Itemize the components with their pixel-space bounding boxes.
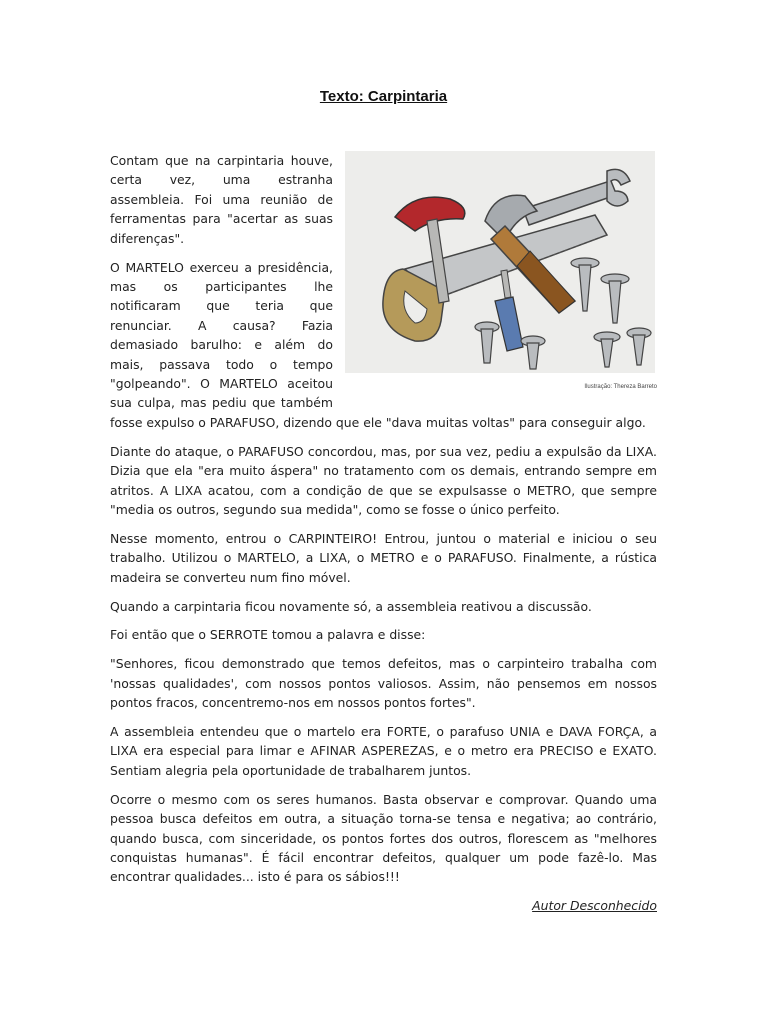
paragraph: Diante do ataque, o PARAFUSO concordou, mas, por sua vez, pediu a expulsão da LIXA. Dizia que ela "era muito áspera" no tratamento com os demais, entrando sempre em atritos. A LIXA acatou, com a condição de que se expulsasse o METRO, que sempre "media os outros, segundo sua medida", como se fosse o único perfeito. <box>110 443 657 517</box>
paragraph: "Senhores, ficou demonstrado que temos defeitos, mas o carpinteiro trabalha com 'nossas qualidades', com nossos pontos valiosos. Assim, não pensemos em nossos pontos fracos, concentremo-nos em nossos pontos fortes". <box>110 656 657 711</box>
paragraph: Ocorre o mesmo com os seres humanos. Basta observar e comprovar. Quando uma pessoa busca defeitos em outra, a situação torna-se tensa e negativa; ao contrário, quando busca, com sinceridade, os pontos fortes dos outros, florescem as "melhores conquistas humanas". É fácil encontrar defeitos, qualquer um pode fazê-lo. Mas encontrar qualidades... isto é para os sábios!!! <box>110 791 657 885</box>
image-caption: Ilustração: Thereza Barreto <box>584 384 657 390</box>
document-title: Texto: Carpintaria <box>319 88 448 105</box>
paragraph: A assembleia entendeu que o martelo era FORTE, o parafuso UNIA e DAVA FORÇA, a LIXA era especial para limar e AFINAR ASPEREZAS, e o metro era PRECISO e EXATO. Sentiam alegria pela oportunidade de trabalharem juntos. <box>110 724 657 778</box>
paragraph: Contam que na carpintaria houve, certa vez, uma estranha assembleia. Foi uma reunião de ferramentas para "acertar as suas diferenças". <box>110 153 333 246</box>
tools-illustration <box>345 151 657 392</box>
paragraph: O MARTELO exerceu a presidência, mas os participantes lhe notificaram que teria que renunciar. A causa? Fazia demasiado barulho: e além do mais, passava todo o tempo "golpeando". O MARTELO aceitou sua culpa, mas pediu que também fosse expulso o PARAFUSO, dizendo que ele "dava muitas voltas" para conseguir algo. <box>110 259 646 430</box>
document-body <box>110 151 657 925</box>
paragraph: Quando a carpintaria ficou novamente só, a assembleia reativou a discussão. <box>110 598 592 614</box>
author-signature: Autor Desconhecido <box>532 898 657 914</box>
paragraph: Foi então que o SERROTE tomou a palavra e disse: <box>110 627 426 643</box>
tools-illustration-drawing <box>345 151 655 373</box>
paragraph: Nesse momento, entrou o CARPINTEIRO! Entrou, juntou o material e iniciou o seu trabalho. Utilizou o MARTELO, a LIXA, o METRO e o PARAFUSO. Finalmente, a rústica madeira se converteu num fino móvel. <box>110 530 657 585</box>
